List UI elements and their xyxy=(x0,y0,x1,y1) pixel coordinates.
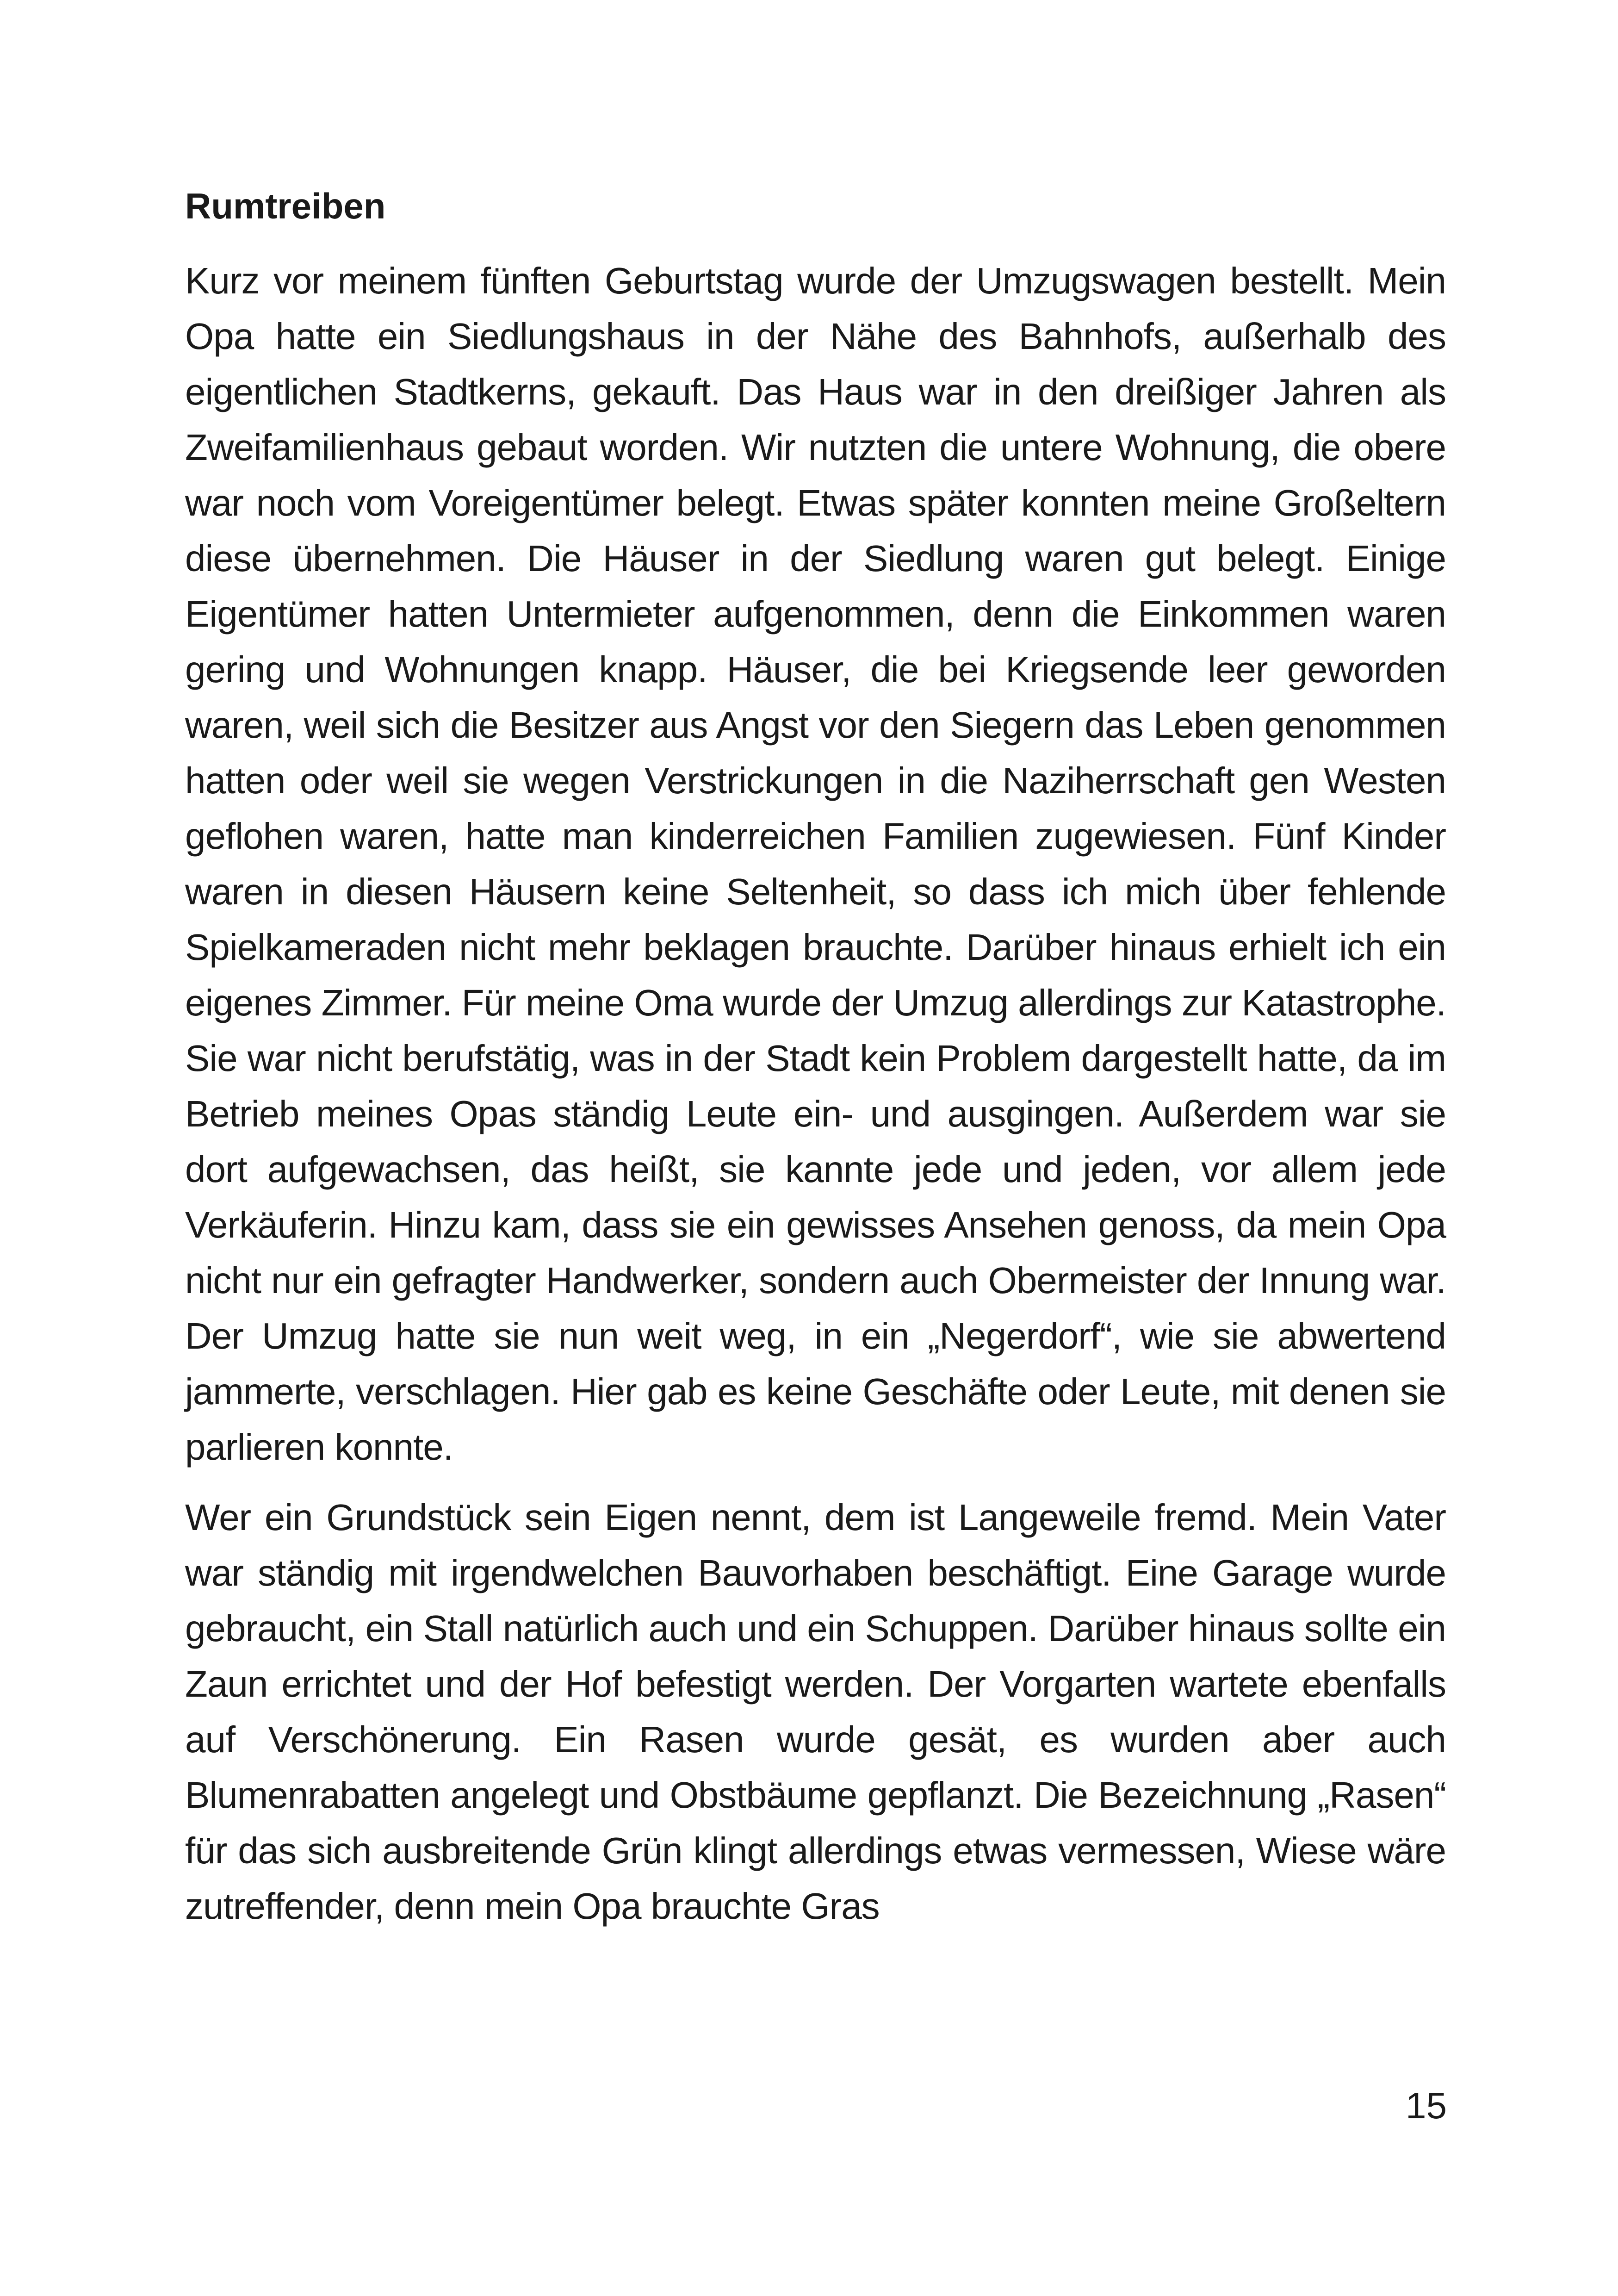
chapter-heading: Rumtreiben xyxy=(185,186,386,226)
paragraph-1: Kurz vor meinem fünften Geburtstag wurde der Umzugswagen bestellt. Mein Opa hatte ein Siedlungshaus in der Nähe des Bahnhofs, außerhalb des eigentlichen Stadtkerns, gekauft. Das Haus war in den dreißiger Jahren als Zweifamilienhaus gebaut worden. Wir nutzten die untere Wohnung, die obere war noch vom Voreigentümer belegt. Etwas später konnten meine Großeltern diese übernehmen. Die Häuser in der Siedlung waren gut belegt. Einige Eigentümer hatten Untermieter aufgenommen, denn die Einkommen waren gering und Wohnungen knapp. Häuser, die bei Kriegsende leer geworden waren, weil sich die Besitzer aus Angst vor den Siegern das Leben genommen hatten oder weil sie wegen Verstrickungen in die Naziherrschaft gen Westen geflohen waren, hatte man kinderreichen Familien zugewiesen. Fünf Kinder waren in diesen Häusern keine Seltenheit, so dass ich mich über fehlende Spielkameraden nicht mehr beklagen brauchte. Darüber hinaus erhielt ich ein eigenes Zimmer. Für meine Oma wurde der Umzug allerdings zur Katastrophe. Sie war nicht berufstätig, was in der Stadt kein Problem dargestellt hatte, da im Betrieb meines Opas ständig Leute ein- und ausgingen. Außerdem war sie dort aufgewachsen, das heißt, sie kannte jede und jeden, vor allem jede Verkäuferin. Hinzu kam, dass sie ein gewisses Ansehen genoss, da mein Opa nicht nur ein gefragter Handwerker, sondern auch Obermeister der Innung war. Der Umzug hatte sie nun weit weg, in ein „Negerdorf“, wie sie abwertend jammerte, verschlagen. Hier gab es keine Geschäfte oder Leute, mit denen sie parlieren konnte. xyxy=(185,260,1446,1468)
paragraph-2: Wer ein Grundstück sein Eigen nennt, dem ist Langeweile fremd. Mein Vater war ständig mit irgendwelchen Bauvorhaben beschäftigt. Eine Garage wurde gebraucht, ein Stall natürlich auch und ein Schuppen. Darüber hinaus sollte ein Zaun errichtet und der Hof befestigt werden. Der Vorgarten wartete ebenfalls auf Verschönerung. Ein Rasen wurde gesät, es wurden aber auch Blumenrabatten angelegt und Obstbäume gepflanzt. Die Bezeichnung „Rasen“ für das sich ausbreitende Grün klingt allerdings etwas vermessen, Wiese wäre zutreffender, denn mein Opa brauchte Gras xyxy=(185,1497,1446,1927)
page-number: 15 xyxy=(1406,2085,1447,2126)
text-block xyxy=(185,183,1446,1949)
